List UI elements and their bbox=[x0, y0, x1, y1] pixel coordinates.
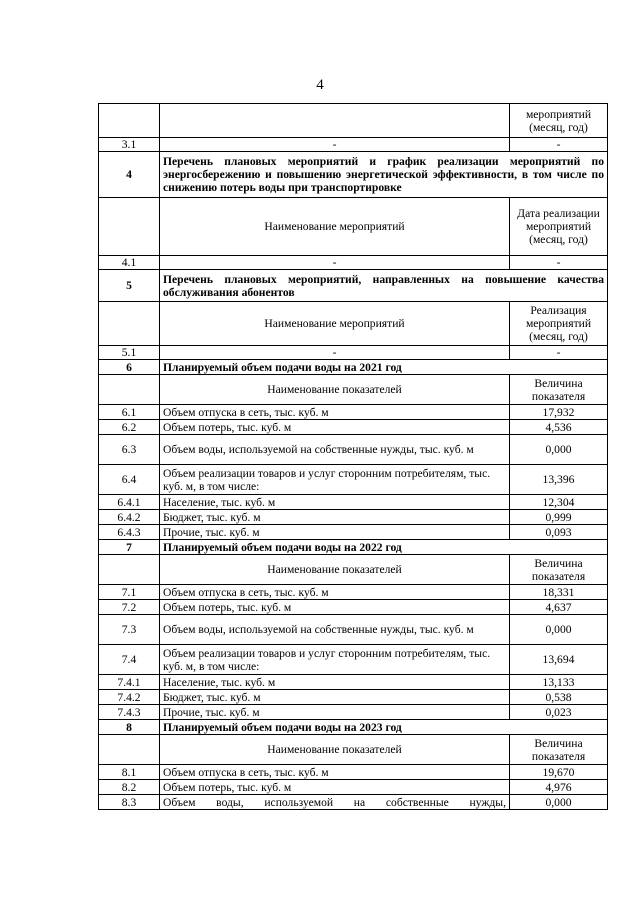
row-number: 7.3 bbox=[99, 615, 160, 645]
row-number: 6.4 bbox=[99, 465, 160, 495]
table-row bbox=[99, 780, 608, 795]
table-row bbox=[99, 138, 608, 152]
page-number: 4 bbox=[316, 77, 324, 93]
row-value: - bbox=[510, 346, 608, 360]
row-number: 4.1 bbox=[99, 256, 160, 270]
table-row bbox=[99, 465, 608, 495]
row-value: 0,000 bbox=[510, 615, 608, 645]
row-name: Объем потерь, тыс. куб. м bbox=[160, 780, 510, 795]
row-number: 6.3 bbox=[99, 435, 160, 465]
row-number: 6.2 bbox=[99, 420, 160, 435]
row-name: Объем отпуска в сеть, тыс. куб. м bbox=[160, 765, 510, 780]
table-header-row bbox=[99, 302, 608, 346]
row-value: 12,304 bbox=[510, 495, 608, 510]
row-number: 6.4.1 bbox=[99, 495, 160, 510]
section-row bbox=[99, 540, 608, 555]
section-number: 6 bbox=[99, 360, 160, 375]
row-name: - bbox=[160, 138, 510, 152]
row-name: Объем отпуска в сеть, тыс. куб. м bbox=[160, 585, 510, 600]
section-number: 5 bbox=[99, 270, 160, 302]
row-value: 0,999 bbox=[510, 510, 608, 525]
row-name: Объем потерь, тыс. куб. м bbox=[160, 600, 510, 615]
row-number: 7.1 bbox=[99, 585, 160, 600]
header-name: Наименование показателей bbox=[160, 555, 510, 585]
row-name: Объем реализации товаров и услуг сторонним потребителям, тыс. куб. м, в том числе: bbox=[160, 645, 510, 675]
row-value: 4,637 bbox=[510, 600, 608, 615]
section-title: Перечень плановых мероприятий и график реализации мероприятий по энергосбережению и повышению энергетической эффективности, в том числе по снижению потерь воды при транспортировке bbox=[160, 152, 608, 198]
row-number: 6.4.3 bbox=[99, 525, 160, 540]
header-name: Наименование мероприятий bbox=[160, 198, 510, 256]
row-value: - bbox=[510, 256, 608, 270]
row-value: 0,093 bbox=[510, 525, 608, 540]
section-row bbox=[99, 720, 608, 735]
table-header-row bbox=[99, 198, 608, 256]
row-value: - bbox=[510, 138, 608, 152]
section-number: 4 bbox=[99, 152, 160, 198]
section-title: Планируемый объем подачи воды на 2023 год bbox=[160, 720, 608, 735]
row-name: Объем воды, используемой на собственные нужды, тыс. куб. м bbox=[160, 615, 510, 645]
row-number: 7.4 bbox=[99, 645, 160, 675]
header-value: Величина показателя bbox=[510, 555, 608, 585]
table-row bbox=[99, 615, 608, 645]
header-number bbox=[99, 375, 160, 405]
row-name: - bbox=[160, 256, 510, 270]
row-value: 0,000 bbox=[510, 435, 608, 465]
row-number: 7.4.3 bbox=[99, 705, 160, 720]
row-name: Прочие, тыс. куб. м bbox=[160, 705, 510, 720]
row-number: 5.1 bbox=[99, 346, 160, 360]
table-row bbox=[99, 705, 608, 720]
header-number bbox=[99, 198, 160, 256]
header-value: Дата реализации мероприятий (месяц, год) bbox=[510, 198, 608, 256]
row-value: 0,000 bbox=[510, 795, 608, 810]
row-name: Бюджет, тыс. куб. м bbox=[160, 690, 510, 705]
row-number: 7.2 bbox=[99, 600, 160, 615]
row-value: 13,396 bbox=[510, 465, 608, 495]
table-row bbox=[99, 690, 608, 705]
row-name: Бюджет, тыс. куб. м bbox=[160, 510, 510, 525]
section-title: Планируемый объем подачи воды на 2022 год bbox=[160, 540, 608, 555]
section-row bbox=[99, 360, 608, 375]
table-row bbox=[99, 405, 608, 420]
table-row bbox=[99, 585, 608, 600]
header-name: Наименование показателей bbox=[160, 735, 510, 765]
row-value: мероприятий (месяц, год) bbox=[510, 104, 608, 138]
row-name: Население, тыс. куб. м bbox=[160, 495, 510, 510]
section-number: 7 bbox=[99, 540, 160, 555]
table-row bbox=[99, 510, 608, 525]
header-value: Величина показателя bbox=[510, 735, 608, 765]
table-row bbox=[99, 256, 608, 270]
row-value: 13,133 bbox=[510, 675, 608, 690]
section-title: Перечень плановых мероприятий, направленных на повышение качества обслуживания абонентов bbox=[160, 270, 608, 302]
header-name: Наименование показателей bbox=[160, 375, 510, 405]
row-name: Объем отпуска в сеть, тыс. куб. м bbox=[160, 405, 510, 420]
header-value: Реализация мероприятий (месяц, год) bbox=[510, 302, 608, 346]
table-row bbox=[99, 495, 608, 510]
row-number bbox=[99, 104, 160, 138]
header-value: Величина показателя bbox=[510, 375, 608, 405]
table-row bbox=[99, 645, 608, 675]
table-header-row bbox=[99, 735, 608, 765]
row-name: Прочие, тыс. куб. м bbox=[160, 525, 510, 540]
table-row bbox=[99, 600, 608, 615]
row-name: Объем воды, используемой на собственные нужды, тыс. куб. м bbox=[160, 435, 510, 465]
row-name: Население, тыс. куб. м bbox=[160, 675, 510, 690]
section-title: Планируемый объем подачи воды на 2021 год bbox=[160, 360, 608, 375]
row-number: 6.1 bbox=[99, 405, 160, 420]
row-value: 4,976 bbox=[510, 780, 608, 795]
row-name: - bbox=[160, 346, 510, 360]
table-row bbox=[99, 420, 608, 435]
row-name: Объем воды, используемой на собственные нужды, bbox=[160, 795, 510, 810]
table-header-row bbox=[99, 375, 608, 405]
section-number: 8 bbox=[99, 720, 160, 735]
header-number bbox=[99, 735, 160, 765]
data-table bbox=[98, 103, 608, 810]
table-row bbox=[99, 765, 608, 780]
table-row bbox=[99, 795, 608, 810]
section-row bbox=[99, 152, 608, 198]
row-value: 17,932 bbox=[510, 405, 608, 420]
row-name: Объем потерь, тыс. куб. м bbox=[160, 420, 510, 435]
row-number: 6.4.2 bbox=[99, 510, 160, 525]
table-row bbox=[99, 435, 608, 465]
row-value: 19,670 bbox=[510, 765, 608, 780]
table-row bbox=[99, 675, 608, 690]
row-value: 4,536 bbox=[510, 420, 608, 435]
row-number: 8.3 bbox=[99, 795, 160, 810]
table-row bbox=[99, 104, 608, 138]
row-number: 7.4.1 bbox=[99, 675, 160, 690]
row-value: 13,694 bbox=[510, 645, 608, 675]
header-number bbox=[99, 302, 160, 346]
row-number: 3.1 bbox=[99, 138, 160, 152]
row-value: 0,538 bbox=[510, 690, 608, 705]
section-row bbox=[99, 270, 608, 302]
table-row bbox=[99, 525, 608, 540]
row-number: 8.2 bbox=[99, 780, 160, 795]
table-row bbox=[99, 346, 608, 360]
header-name: Наименование мероприятий bbox=[160, 302, 510, 346]
row-value: 0,023 bbox=[510, 705, 608, 720]
row-name bbox=[160, 104, 510, 138]
row-number: 8.1 bbox=[99, 765, 160, 780]
row-number: 7.4.2 bbox=[99, 690, 160, 705]
table-header-row bbox=[99, 555, 608, 585]
row-value: 18,331 bbox=[510, 585, 608, 600]
row-name: Объем реализации товаров и услуг сторонним потребителям, тыс. куб. м, в том числе: bbox=[160, 465, 510, 495]
header-number bbox=[99, 555, 160, 585]
